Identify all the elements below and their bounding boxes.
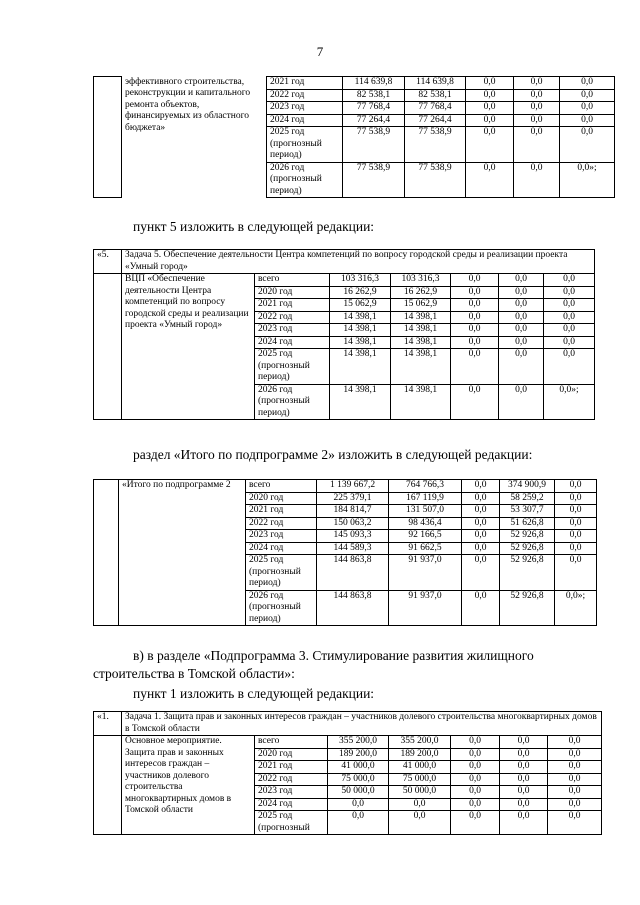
amount-cell: 0,0: [544, 349, 595, 385]
amount-cell: 0,0: [514, 102, 560, 115]
amount-cell: 52 926,8: [500, 530, 555, 543]
table-row: [94, 77, 615, 90]
table-row: [94, 480, 597, 493]
amount-cell: 0,0: [466, 127, 514, 163]
amount-cell: 0,0: [499, 299, 544, 312]
amount-cell: 0,0: [560, 114, 615, 127]
amount-cell: 114 639,8: [405, 77, 466, 90]
period-cell: 2021 год: [255, 761, 328, 774]
amount-cell: 0,0: [555, 517, 597, 530]
table-task-5: [93, 249, 595, 420]
amount-cell: 0,0: [500, 798, 548, 811]
amount-cell: 0,0: [462, 555, 500, 591]
amount-cell: 0,0: [555, 480, 597, 493]
amount-cell: 0,0: [499, 384, 544, 420]
task-row: [94, 250, 595, 274]
amount-cell: 150 063,2: [317, 517, 389, 530]
amount-cell: 0,0: [451, 773, 500, 786]
blank-cell: [94, 77, 122, 198]
amount-cell: 41 000,0: [328, 761, 389, 774]
amount-cell: 0,0: [466, 114, 514, 127]
amount-cell: 14 398,1: [391, 349, 451, 385]
amount-cell: 764 766,3: [389, 480, 462, 493]
amount-cell: 0,0: [451, 786, 500, 799]
period-cell: 2020 год: [255, 748, 328, 761]
amount-cell: 0,0: [462, 492, 500, 505]
blank-cell: [94, 274, 122, 420]
amount-cell: 16 262,9: [391, 286, 451, 299]
amount-cell: 0,0: [514, 114, 560, 127]
amount-cell: 0,0: [451, 811, 500, 835]
amount-cell: 82 538,1: [405, 89, 466, 102]
amount-cell: 0,0: [560, 102, 615, 115]
amount-cell: 0,0: [514, 127, 560, 163]
amount-cell: 0,0: [466, 162, 514, 198]
amount-cell: 0,0: [499, 349, 544, 385]
amount-cell: 0,0: [499, 286, 544, 299]
instruction-item-1: пункт 1 изложить в следующей редакции:: [133, 686, 375, 701]
amount-cell: 0,0: [555, 555, 597, 591]
period-cell: 2023 год: [267, 102, 343, 115]
amount-cell: 0,0: [548, 786, 602, 799]
amount-cell: 51 626,8: [500, 517, 555, 530]
amount-cell: 0,0: [389, 798, 451, 811]
amount-cell: 0,0: [555, 542, 597, 555]
period-cell: 2024 год: [255, 336, 330, 349]
amount-cell: 131 507,0: [389, 505, 462, 518]
period-cell: 2026 год (прогнозный период): [255, 384, 330, 420]
period-cell: 2020 год: [255, 286, 330, 299]
period-cell: 2023 год: [255, 786, 328, 799]
table-row: [94, 274, 595, 287]
amount-cell: 0,0: [514, 77, 560, 90]
amount-cell: 167 119,9: [389, 492, 462, 505]
amount-cell: 75 000,0: [328, 773, 389, 786]
amount-cell: 52 926,8: [500, 542, 555, 555]
amount-cell: 0,0: [500, 773, 548, 786]
amount-cell: 52 926,8: [500, 555, 555, 591]
amount-cell: 189 200,0: [328, 748, 389, 761]
task-title: Задача 1. Защита прав и законных интересов граждан – участников долевого строительства многоквартирных домов в Томской области: [122, 712, 602, 736]
amount-cell: 145 093,3: [317, 530, 389, 543]
amount-cell: 0,0: [500, 748, 548, 761]
amount-cell: 0,0: [548, 811, 602, 835]
amount-cell: 15 062,9: [391, 299, 451, 312]
amount-cell: 355 200,0: [389, 736, 451, 749]
amount-cell: 0,0: [544, 299, 595, 312]
table-construction-objects: [93, 76, 615, 198]
amount-cell: 14 398,1: [391, 324, 451, 337]
instruction-section-3-line1: в) в разделе «Подпрограмма 3. Стимулирование развития жилищного: [133, 648, 534, 663]
amount-cell: 52 926,8: [500, 590, 555, 626]
amount-cell: 0,0»;: [555, 590, 597, 626]
amount-cell: 77 768,4: [343, 102, 405, 115]
amount-cell: 114 639,8: [343, 77, 405, 90]
amount-cell: 50 000,0: [328, 786, 389, 799]
period-cell: всего: [255, 274, 330, 287]
amount-cell: 0,0: [548, 748, 602, 761]
measure-description: Основное мероприятие. Защита прав и законных интересов граждан – участников долевого строительства многоквартирных домов в Томской области: [122, 736, 255, 835]
amount-cell: 0,0: [560, 77, 615, 90]
amount-cell: 41 000,0: [389, 761, 451, 774]
amount-cell: 0,0: [500, 786, 548, 799]
period-cell: 2025 год (прогнозный: [255, 811, 328, 835]
period-cell: 2021 год: [267, 77, 343, 90]
instruction-item-5: пункт 5 изложить в следующей редакции:: [133, 219, 375, 234]
amount-cell: 14 398,1: [330, 336, 391, 349]
period-cell: 2021 год: [246, 505, 317, 518]
amount-cell: 0,0: [451, 336, 499, 349]
amount-cell: 103 316,3: [391, 274, 451, 287]
amount-cell: 1 139 667,2: [317, 480, 389, 493]
amount-cell: 77 538,9: [343, 127, 405, 163]
measure-description: ВЦП «Обеспечение деятельности Центра компетенций по вопросу городской среды и реализации проекта «Умный город»: [122, 274, 255, 420]
amount-cell: 184 814,7: [317, 505, 389, 518]
period-cell: 2026 год (прогнозный период): [246, 590, 317, 626]
amount-cell: 15 062,9: [330, 299, 391, 312]
table-row: [94, 736, 602, 749]
amount-cell: 144 589,3: [317, 542, 389, 555]
amount-cell: 189 200,0: [389, 748, 451, 761]
period-cell: всего: [246, 480, 317, 493]
amount-cell: 225 379,1: [317, 492, 389, 505]
amount-cell: 0,0: [544, 286, 595, 299]
blank-cell: [94, 480, 119, 626]
amount-cell: 0,0: [514, 89, 560, 102]
period-cell: 2024 год: [246, 542, 317, 555]
amount-cell: 0,0: [451, 349, 499, 385]
amount-cell: 77 768,4: [405, 102, 466, 115]
amount-cell: 0,0: [555, 492, 597, 505]
amount-cell: 0,0: [451, 761, 500, 774]
table-task-1: [93, 711, 602, 835]
period-cell: 2022 год: [255, 311, 330, 324]
amount-cell: 91 662,5: [389, 542, 462, 555]
amount-cell: 0,0: [548, 736, 602, 749]
period-cell: 2022 год: [246, 517, 317, 530]
amount-cell: 14 398,1: [391, 311, 451, 324]
amount-cell: 98 436,4: [389, 517, 462, 530]
amount-cell: 0,0: [499, 324, 544, 337]
amount-cell: 0,0: [466, 77, 514, 90]
period-cell: 2025 год (прогнозный период): [255, 349, 330, 385]
amount-cell: 0,0: [451, 736, 500, 749]
period-cell: 2024 год: [255, 798, 328, 811]
amount-cell: 0,0: [328, 811, 389, 835]
amount-cell: 0,0: [462, 505, 500, 518]
period-cell: всего: [255, 736, 328, 749]
amount-cell: 14 398,1: [391, 384, 451, 420]
amount-cell: 103 316,3: [330, 274, 391, 287]
amount-cell: 0,0: [548, 761, 602, 774]
amount-cell: 0,0: [500, 736, 548, 749]
measure-description: «Итого по подпрограмме 2: [119, 480, 246, 626]
amount-cell: 0,0: [466, 102, 514, 115]
amount-cell: 0,0: [500, 811, 548, 835]
measure-description: эффективного строительства, реконструкции и капитального ремонта объектов, финансируемых из областного бюджета»: [122, 77, 267, 198]
amount-cell: 82 538,1: [343, 89, 405, 102]
amount-cell: 16 262,9: [330, 286, 391, 299]
amount-cell: 14 398,1: [330, 349, 391, 385]
amount-cell: 14 398,1: [330, 324, 391, 337]
amount-cell: 91 937,0: [389, 590, 462, 626]
amount-cell: 144 863,8: [317, 590, 389, 626]
amount-cell: 91 937,0: [389, 555, 462, 591]
amount-cell: 0,0: [514, 162, 560, 198]
amount-cell: 0,0: [451, 299, 499, 312]
amount-cell: 14 398,1: [391, 336, 451, 349]
amount-cell: 50 000,0: [389, 786, 451, 799]
amount-cell: 0,0: [462, 590, 500, 626]
amount-cell: 77 264,4: [343, 114, 405, 127]
amount-cell: 0,0: [451, 384, 499, 420]
period-cell: 2022 год: [255, 773, 328, 786]
amount-cell: 14 398,1: [330, 384, 391, 420]
row-number: «1.: [94, 712, 122, 736]
amount-cell: 0,0: [451, 274, 499, 287]
amount-cell: 0,0: [555, 505, 597, 518]
amount-cell: 0,0: [466, 89, 514, 102]
amount-cell: 144 863,8: [317, 555, 389, 591]
amount-cell: 0,0: [328, 798, 389, 811]
task-title: Задача 5. Обеспечение деятельности Центра компетенций по вопросу городской среды и реализации проекта «Умный город»: [122, 250, 595, 274]
period-cell: 2025 год (прогнозный период): [267, 127, 343, 163]
amount-cell: 0,0: [560, 127, 615, 163]
amount-cell: 0,0: [544, 324, 595, 337]
table-subprogram-2-total: [93, 479, 597, 626]
amount-cell: 0,0: [499, 274, 544, 287]
period-cell: 2022 год: [267, 89, 343, 102]
period-cell: 2020 год: [246, 492, 317, 505]
amount-cell: 0,0: [544, 311, 595, 324]
task-row: [94, 712, 602, 736]
amount-cell: 0,0: [555, 530, 597, 543]
amount-cell: 92 166,5: [389, 530, 462, 543]
amount-cell: 0,0: [462, 480, 500, 493]
amount-cell: 53 307,7: [500, 505, 555, 518]
amount-cell: 0,0: [451, 324, 499, 337]
amount-cell: 374 900,9: [500, 480, 555, 493]
amount-cell: 58 259,2: [500, 492, 555, 505]
instruction-total-section: раздел «Итого по подпрограмме 2» изложить в следующей редакции:: [133, 447, 533, 462]
amount-cell: 0,0: [544, 336, 595, 349]
amount-cell: 0,0: [560, 89, 615, 102]
amount-cell: 77 264,4: [405, 114, 466, 127]
blank-cell: [94, 736, 122, 835]
amount-cell: 0,0»;: [560, 162, 615, 198]
amount-cell: 0,0: [462, 542, 500, 555]
amount-cell: 0,0: [548, 773, 602, 786]
amount-cell: 0,0: [544, 274, 595, 287]
period-cell: 2024 год: [267, 114, 343, 127]
amount-cell: 0,0: [500, 761, 548, 774]
amount-cell: 355 200,0: [328, 736, 389, 749]
amount-cell: 0,0: [499, 336, 544, 349]
period-cell: 2025 год (прогнозный период): [246, 555, 317, 591]
instruction-section-3-line2: строительства в Томской области»:: [93, 666, 295, 681]
row-number: «5.: [94, 250, 122, 274]
amount-cell: 0,0: [499, 311, 544, 324]
amount-cell: 77 538,9: [405, 162, 466, 198]
period-cell: 2021 год: [255, 299, 330, 312]
amount-cell: 0,0: [462, 517, 500, 530]
amount-cell: 75 000,0: [389, 773, 451, 786]
period-cell: 2023 год: [255, 324, 330, 337]
period-cell: 2026 год (прогнозный период): [267, 162, 343, 198]
amount-cell: 77 538,9: [343, 162, 405, 198]
amount-cell: 0,0»;: [544, 384, 595, 420]
period-cell: 2023 год: [246, 530, 317, 543]
amount-cell: 0,0: [451, 286, 499, 299]
amount-cell: 0,0: [451, 798, 500, 811]
amount-cell: 0,0: [548, 798, 602, 811]
amount-cell: 0,0: [462, 530, 500, 543]
amount-cell: 0,0: [451, 748, 500, 761]
amount-cell: 77 538,9: [405, 127, 466, 163]
amount-cell: 14 398,1: [330, 311, 391, 324]
amount-cell: 0,0: [451, 311, 499, 324]
page-number: 7: [316, 44, 324, 59]
amount-cell: 0,0: [389, 811, 451, 835]
